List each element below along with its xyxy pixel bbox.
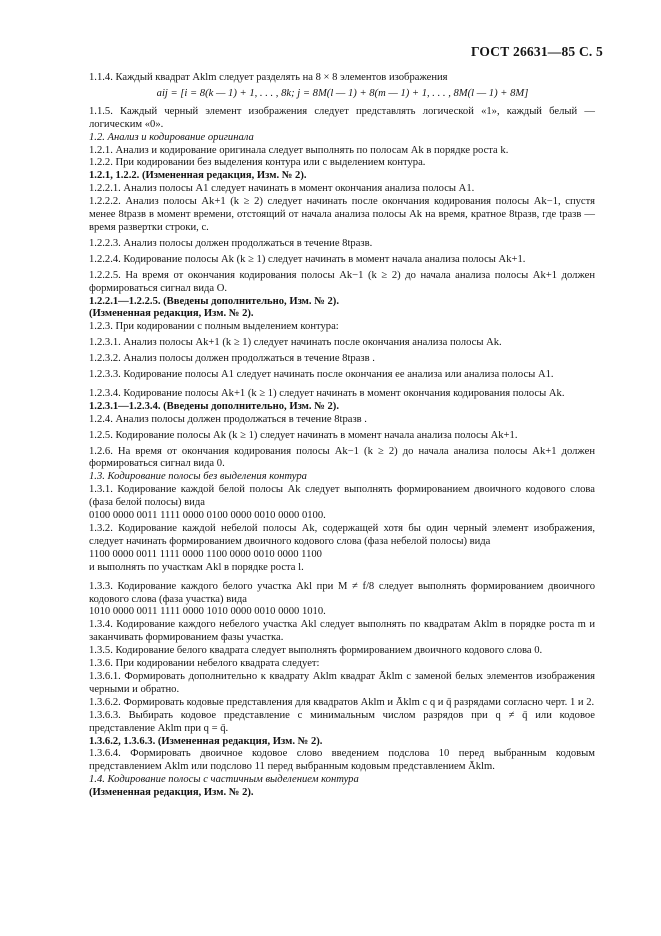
para-1-2-3-2: 1.2.3.2. Анализ полосы должен продолжаться в течение 8tразв . — [89, 353, 375, 365]
para-1-3-4: 1.3.4. Кодирование каждого небелого участка Akl следует выполнять по квадратам Aklm в порядке роста m и заканчивать формированием фазы участка. — [89, 619, 595, 644]
code-word-nonwhite-strip: 1100 0000 0011 1111 0000 1100 0000 0010 0000 1100 — [89, 548, 322, 560]
para-1-3-6-4: 1.3.6.4. Формировать двоичное кодовое слово введением подслова 10 перед выбранным кодовым представлением Aklm или подслово 11 перед выбранным кодовым представлением Āklm. — [89, 748, 595, 773]
para-1-3-6-2: 1.3.6.2. Формировать кодовые представления для квадратов Aklm и Āklm с q и q̄ разрядами согласно черт. 1 и 2. — [89, 696, 595, 708]
para-1-3-6: 1.3.6. При кодировании небелого квадрата следует: — [89, 658, 320, 670]
para-1-2-2: 1.2.2. При кодировании без выделения контура или с выделением контура. — [89, 157, 426, 169]
para-1-3: 1.3. Кодирование полосы без выделения контура — [89, 471, 307, 483]
page-header: ГОСТ 26631—85 С. 5 — [470, 44, 603, 59]
formula-aij: aij = [i = 8(k — 1) + 1, . . . , 8k; j = 8M(l — 1) + 8(m — 1) + 1, . . . , 8M(l — 1) + 8M] — [156, 87, 529, 99]
para-1-1-4: 1.1.4. Каждый квадрат Aklm следует разделять на 8 × 8 элементов изображения — [89, 72, 448, 83]
para-1-3-3: 1.3.3. Кодирование каждого белого участка Akl при M ≠ f/8 следует выполнять формированием двоичного кодового слова (фаза участка) вида — [89, 580, 595, 605]
para-1-2-3-3: 1.2.3.3. Кодирование полосы A1 следует начинать после окончания ее анализа или анализа полосы A1. — [89, 369, 554, 381]
para-1-2-5: 1.2.5. Кодирование полосы Ak (k ≥ 1) следует начинать в момент начала анализа полосы Ak+1. — [89, 429, 518, 441]
para-1-3-6-1: 1.3.6.1. Формировать дополнительно к квадрату Aklm квадрат Āklm с заменой белых элементов изображения черными и обратно. — [89, 670, 595, 695]
para-1-2-2-5: 1.2.2.5. На время от окончания кодирования полосы Ak−1 (k ≥ 2) до начала анализа полосы Ak+1 должен формироваться сигнал вида О. — [89, 269, 595, 294]
para-1-2-3: 1.2.3. При кодировании с полным выделением контура: — [89, 321, 339, 333]
code-word-white-segment: 1010 0000 0011 1111 0000 1010 0000 0010 0000 1010. — [89, 606, 326, 618]
para-1-2: 1.2. Анализ и кодирование оригинала — [89, 131, 254, 143]
amendment-edit-2: (Измененная редакция, Изм. № 2). — [89, 787, 254, 799]
para-1-3-1: 1.3.1. Кодирование каждой белой полосы Ak следует выполнять формированием двоичного кодового слова (фаза белой полосы) вида — [89, 484, 595, 509]
code-word-white-strip: 0100 0000 0011 1111 0000 0100 0000 0010 0000 0100. — [89, 510, 326, 522]
para-1-2-2-1: 1.2.2.1. Анализ полосы A1 следует начинать в момент окончания анализа полосы A1. — [89, 183, 475, 195]
document-body — [90, 72, 595, 800]
amendment-1-2-1: 1.2.1, 1.2.2. (Измененная редакция, Изм. № 2). — [89, 170, 307, 182]
para-1-2-2-4: 1.2.2.4. Кодирование полосы Ak (k ≥ 1) следует начинать в момент начала анализа полосы Ak+1. — [89, 253, 526, 265]
para-1-3-6-3: 1.3.6.3. Выбирать кодовое представление с минимальным числом разрядов при q ≠ q̄ или кодовое представление Aklm при q = q̄. — [89, 709, 595, 734]
amendment-1-2-3: 1.2.3.1—1.2.3.4. (Введены дополнительно, Изм. № 2). — [89, 400, 339, 412]
para-1-2-2-2: 1.2.2.2. Анализ полосы Ak+1 (k ≥ 2) следует начинать после окончания кодирования полосы Ak−1, спустя менее 8tразв в момент времени, отстоящий от начала анализа полосы Ak на время, кратное 8tразв, где tразв — время развертки строки, с. — [89, 196, 595, 233]
para-1-2-6: 1.2.6. На время от окончания кодирования полосы Ak−1 (k ≥ 2) до начала анализа полосы Ak+1 должен формироваться сигнал вида 0. — [89, 445, 595, 470]
para-1-3-5: 1.3.5. Кодирование белого квадрата следует выполнять формированием двоичного кодового слова 0. — [89, 645, 543, 657]
para-1-3-2-continued: и выполнять по участкам Akl в порядке роста l. — [89, 561, 304, 573]
para-1-4: 1.4. Кодирование полосы с частичным выделением контура — [89, 774, 359, 786]
amendment-edit-1: (Измененная редакция, Изм. № 2). — [89, 308, 254, 320]
amendment-1-3-6: 1.3.6.2, 1.3.6.3. (Измененная редакция, Изм. № 2). — [89, 735, 323, 747]
para-1-2-2-3: 1.2.2.3. Анализ полосы должен продолжаться в течение 8tразв. — [89, 237, 373, 249]
para-1-2-3-1: 1.2.3.1. Анализ полосы Ak+1 (k ≥ 1) следует начинать после окончания анализа полосы Ak. — [89, 337, 502, 349]
para-1-1-5: 1.1.5. Каждый черный элемент изображения следует представлять логической «1», каждый белый — логическим «0». — [89, 105, 595, 130]
para-1-2-4: 1.2.4. Анализ полосы должен продолжаться в течение 8tразв . — [89, 413, 367, 425]
para-1-2-3-4: 1.2.3.4. Кодирование полосы Ak+1 (k ≥ 1) следует начинать в момент окончания кодирования полосы Ak. — [89, 387, 565, 399]
para-1-2-1: 1.2.1. Анализ и кодирование оригинала следует выполнять по полосам Ak в порядке роста k. — [89, 144, 509, 156]
para-1-3-2: 1.3.2. Кодирование каждой небелой полосы Ak, содержащей хотя бы один черный элемент изображения, следует начинать формированием двоичного кодового слова (фаза небелой полосы) вида — [89, 523, 595, 547]
amendment-1-2-2: 1.2.2.1—1.2.2.5. (Введены дополнительно, Изм. № 2). — [89, 295, 339, 307]
